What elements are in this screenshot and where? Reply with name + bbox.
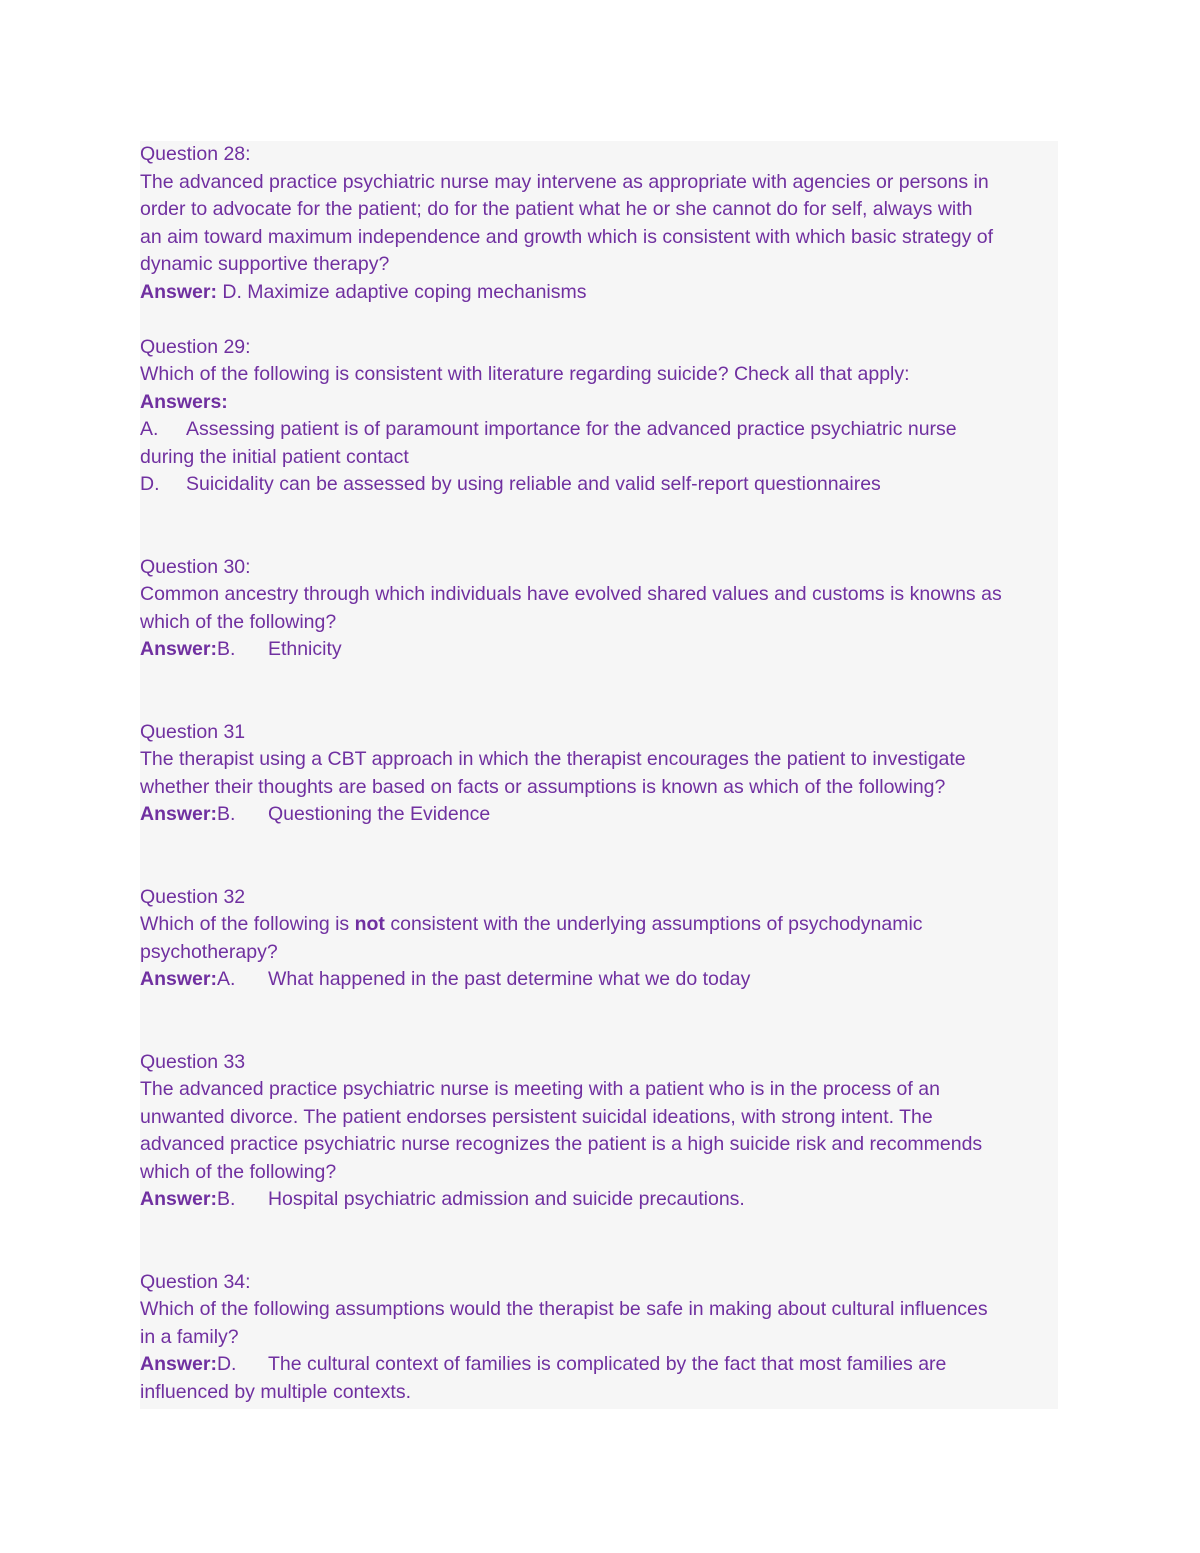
question-heading: Question 34: xyxy=(140,1270,251,1293)
question-text-line: order to advocate for the patient; do for the patient what he or she cannot do for self, always with xyxy=(140,198,973,220)
answer-line xyxy=(140,801,1056,829)
answer-letter: B. xyxy=(216,803,236,825)
answer-text: D. Maximize adaptive coping mechanisms xyxy=(216,280,587,303)
answer-letter: B. xyxy=(216,638,236,660)
answer-item xyxy=(140,416,1056,444)
answer-text: Questioning the Evidence xyxy=(267,803,491,825)
answer-label: Answer: xyxy=(140,1188,217,1210)
answer-text: Ethnicity xyxy=(267,638,342,660)
answer-text: What happened in the past determine what we do today xyxy=(267,968,751,990)
answer-line xyxy=(140,1351,1056,1379)
answer-letter: D. xyxy=(140,473,160,495)
answer-line xyxy=(140,636,1056,664)
answer-label: Answer: xyxy=(140,638,217,660)
answer-label: Answer: xyxy=(140,280,217,303)
answer-text: Hospital psychiatric admission and suicide precautions. xyxy=(267,1188,745,1210)
emphasis-not: not xyxy=(354,913,385,935)
answer-label: Answer: xyxy=(140,803,217,825)
answer-letter: B. xyxy=(216,1188,236,1210)
question-heading: Question 32 xyxy=(140,885,246,908)
answer-item xyxy=(140,471,1056,499)
question-text-line: Common ancestry through which individuals have evolved shared values and customs is knowns as xyxy=(140,583,1002,605)
question-heading: Question 29: xyxy=(140,335,251,358)
document-text xyxy=(140,141,1056,1406)
answer-text-continuation: influenced by multiple contexts. xyxy=(140,1380,411,1403)
question-text-part: consistent with the underlying assumptions of psychodynamic xyxy=(384,913,923,935)
question-text-line: psychotherapy? xyxy=(140,940,278,963)
answer-item-text: Assessing patient is of paramount importance for the advanced practice psychiatric nurse xyxy=(186,418,957,440)
answer-item-continuation: during the initial patient contact xyxy=(140,445,409,468)
question-heading: Question 30: xyxy=(140,555,251,578)
answer-line xyxy=(140,966,1056,994)
question-text-line: which of the following? xyxy=(140,610,337,633)
answer-label: Answer: xyxy=(140,1353,217,1375)
spacer xyxy=(140,306,1056,334)
question-text-line: Which of the following is consistent with literature regarding suicide? Check all that apply: xyxy=(140,363,910,385)
question-text-line: The therapist using a CBT approach in which the therapist encourages the patient to investigate xyxy=(140,748,966,770)
question-text-line: whether their thoughts are based on facts or assumptions is known as which of the following? xyxy=(140,775,946,798)
answer-letter: A. xyxy=(140,418,159,440)
question-text-line: unwanted divorce. The patient endorses persistent suicidal ideations, with strong intent. The xyxy=(140,1105,933,1128)
question-text-line: advanced practice psychiatric nurse recognizes the patient is a high suicide risk and recommends xyxy=(140,1133,983,1155)
question-text-part: Which of the following is xyxy=(140,913,355,935)
question-text-line: an aim toward maximum independence and growth which is consistent with which basic strategy of xyxy=(140,225,994,248)
question-33 xyxy=(140,1049,1056,1214)
question-heading: Question 33 xyxy=(140,1050,246,1073)
spacer xyxy=(140,994,1056,1049)
answer-label: Answer: xyxy=(140,968,217,990)
spacer xyxy=(140,1214,1056,1269)
answer-line xyxy=(140,1186,1056,1214)
spacer xyxy=(140,499,1056,554)
question-text-line: Which of the following assumptions would the therapist be safe in making about cultural influences xyxy=(140,1298,988,1320)
question-30 xyxy=(140,554,1056,664)
question-heading: Question 31 xyxy=(140,720,246,743)
answer-letter: A. xyxy=(216,968,236,990)
question-28 xyxy=(140,141,1056,306)
spacer xyxy=(140,664,1056,719)
question-text-line: which of the following? xyxy=(140,1160,337,1183)
answer-line xyxy=(140,279,1056,307)
question-31 xyxy=(140,719,1056,829)
spacer xyxy=(140,829,1056,884)
question-text-line xyxy=(140,911,1056,939)
question-text-line: dynamic supportive therapy? xyxy=(140,253,390,275)
question-heading: Question 28: xyxy=(140,143,251,165)
question-text-line: The advanced practice psychiatric nurse may intervene as appropriate with agencies or persons in xyxy=(140,170,989,193)
question-text-line: The advanced practice psychiatric nurse is meeting with a patient who is in the process of an xyxy=(140,1078,940,1100)
answer-letter: D. xyxy=(216,1353,237,1375)
question-29 xyxy=(140,334,1056,499)
answer-item-text: Suicidality can be assessed by using reliable and valid self-report questionnaires xyxy=(186,473,881,495)
question-34 xyxy=(140,1269,1056,1407)
answers-label: Answers: xyxy=(140,390,228,413)
document-page xyxy=(140,141,1058,1409)
question-text-line: in a family? xyxy=(140,1325,239,1348)
answer-text: The cultural context of families is complicated by the fact that most families are xyxy=(267,1353,947,1375)
question-32 xyxy=(140,884,1056,994)
